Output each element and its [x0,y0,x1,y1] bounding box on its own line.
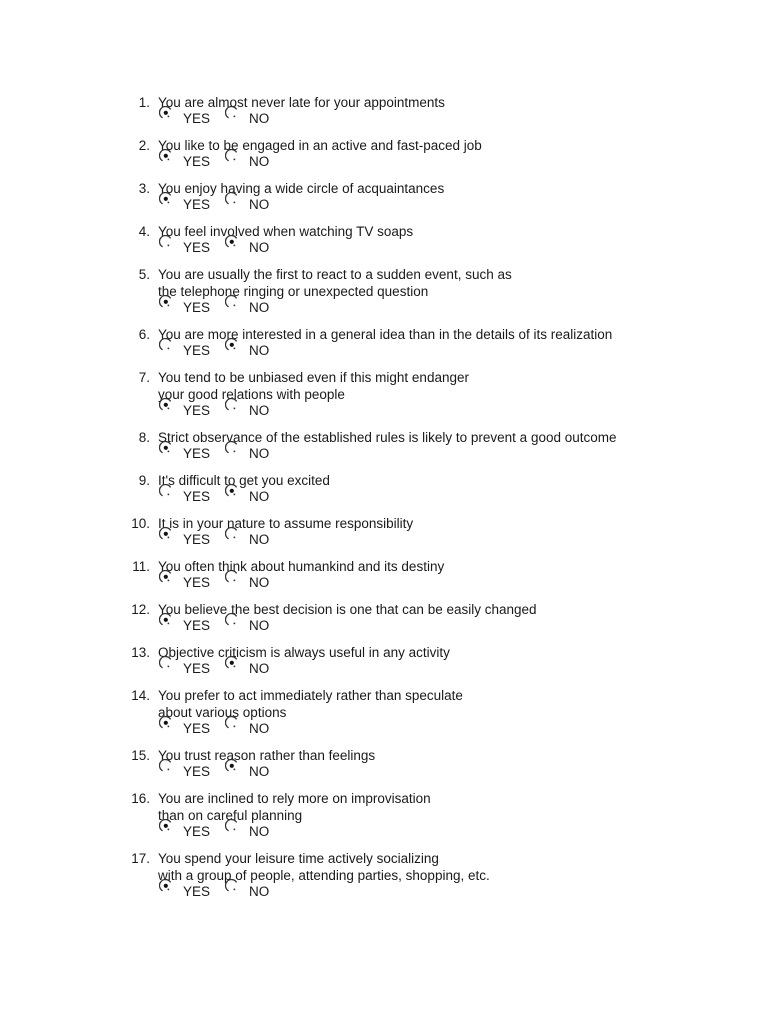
answer-options [159,656,319,676]
no-label: NO [249,575,270,590]
yes-label: YES [183,824,211,839]
question-text-line: You often think about humankind and its destiny [158,559,445,574]
no-label: NO [249,764,270,779]
no-label: NO [249,197,270,212]
question-text-line: your good relations with people [158,387,345,402]
question-text-line: You are almost never late for your appointments [158,95,445,110]
question-number: 16. [131,791,150,806]
yes-label: YES [183,154,211,169]
radio-unselected-icon[interactable] [225,106,239,120]
question-text-line: You believe the best decision is one that can be easily changed [158,602,537,617]
no-label: NO [249,618,270,633]
radio-selected-icon[interactable] [159,716,173,730]
question-number: 7. [138,370,150,385]
question-text-line: You prefer to act immediately rather than speculate [158,688,463,703]
answer-options [159,759,319,779]
yes-label: YES [183,575,211,590]
question-text-line: It is in your nature to assume responsibility [158,516,414,531]
question-text-line: the telephone ringing or unexpected question [158,284,429,299]
question-number: 5. [138,267,150,282]
answer-options [159,398,319,418]
no-label: NO [249,884,270,899]
radio-selected-icon[interactable] [225,759,239,773]
radio-selected-icon[interactable] [159,527,173,541]
no-label: NO [249,824,270,839]
radio-unselected-icon[interactable] [225,295,239,309]
radio-selected-icon[interactable] [159,106,173,120]
yes-label: YES [183,532,211,547]
question-number: 12. [131,602,150,617]
radio-unselected-icon[interactable] [159,338,173,352]
radio-unselected-icon[interactable] [159,235,173,249]
radio-selected-icon[interactable] [159,613,173,627]
answer-options [159,819,319,839]
no-label: NO [249,532,270,547]
question-text-line: You like to be engaged in an active and fast-paced job [158,138,482,153]
radio-unselected-icon[interactable] [225,149,239,163]
answer-options [159,149,319,169]
question-number: 3. [138,181,150,196]
answer-options [159,716,319,736]
question-number: 13. [131,645,150,660]
answer-options [159,570,319,590]
radio-selected-icon[interactable] [159,819,173,833]
radio-unselected-icon[interactable] [159,656,173,670]
radio-unselected-icon[interactable] [159,484,173,498]
no-label: NO [249,240,270,255]
no-label: NO [249,343,270,358]
radio-unselected-icon[interactable] [159,759,173,773]
question-number: 10. [131,516,150,531]
question-number: 4. [138,224,150,239]
question-text-line: Objective criticism is always useful in any activity [158,645,450,660]
question-number: 6. [138,327,150,342]
radio-unselected-icon[interactable] [225,527,239,541]
no-label: NO [249,154,270,169]
yes-label: YES [183,111,211,126]
answer-options [159,484,319,504]
radio-selected-icon[interactable] [159,149,173,163]
radio-unselected-icon[interactable] [225,398,239,412]
radio-selected-icon[interactable] [159,398,173,412]
question-number: 2. [138,138,150,153]
answer-options [159,192,319,212]
radio-unselected-icon[interactable] [225,570,239,584]
question-text-line: Strict observance of the established rules is likely to prevent a good outcome [158,430,617,445]
question-text-line: You are inclined to rely more on improvisation [158,791,431,806]
radio-selected-icon[interactable] [159,570,173,584]
question-text-line: You are usually the first to react to a sudden event, such as [158,267,512,282]
no-label: NO [249,403,270,418]
no-label: NO [249,721,270,736]
yes-label: YES [183,661,211,676]
question-number: 11. [132,559,150,574]
radio-unselected-icon[interactable] [225,716,239,730]
yes-label: YES [183,764,211,779]
question-number: 8. [138,430,150,445]
radio-selected-icon[interactable] [159,879,173,893]
yes-label: YES [183,884,211,899]
answer-options [159,235,319,255]
answer-options [159,527,319,547]
no-label: NO [249,489,270,504]
yes-label: YES [183,489,211,504]
yes-label: YES [183,618,211,633]
answer-options [159,441,319,461]
radio-selected-icon[interactable] [159,441,173,455]
question-text-line: It's difficult to get you excited [158,473,330,488]
no-label: NO [249,300,270,315]
question-number: 14. [131,688,150,703]
no-label: NO [249,661,270,676]
radio-unselected-icon[interactable] [225,441,239,455]
answer-options [159,338,319,358]
radio-selected-icon[interactable] [225,656,239,670]
answer-options [159,879,319,899]
radio-unselected-icon[interactable] [225,879,239,893]
yes-label: YES [183,197,211,212]
question-text-line: about various options [158,705,287,720]
question-number: 15. [131,748,150,763]
yes-label: YES [183,300,211,315]
question-text-line: You spend your leisure time actively socializing [158,851,439,866]
radio-unselected-icon[interactable] [225,819,239,833]
radio-selected-icon[interactable] [225,235,239,249]
question-text-line: You tend to be unbiased even if this might endanger [158,370,469,385]
yes-label: YES [183,343,211,358]
answer-options [159,106,319,126]
radio-unselected-icon[interactable] [225,192,239,206]
question-number: 17. [131,851,150,866]
question-text-line: You are more interested in a general idea than in the details of its realization [158,327,613,342]
radio-selected-icon[interactable] [159,192,173,206]
yes-label: YES [183,403,211,418]
radio-unselected-icon[interactable] [225,613,239,627]
question-text-line: You feel involved when watching TV soaps [158,224,414,239]
yes-label: YES [183,721,211,736]
question-text-line: You enjoy having a wide circle of acquaintances [158,181,445,196]
yes-label: YES [183,446,211,461]
no-label: NO [249,446,270,461]
yes-label: YES [183,240,211,255]
answer-options [159,295,319,315]
question-text-line: You trust reason rather than feelings [158,748,376,763]
answer-options [159,613,319,633]
question-number: 1. [138,95,150,110]
question-text-line: than on careful planning [158,808,303,823]
radio-selected-icon[interactable] [225,338,239,352]
question-number: 9. [138,473,150,488]
question-text-line: with a group of people, attending parties, shopping, etc. [158,868,490,883]
radio-selected-icon[interactable] [225,484,239,498]
radio-selected-icon[interactable] [159,295,173,309]
no-label: NO [249,111,270,126]
